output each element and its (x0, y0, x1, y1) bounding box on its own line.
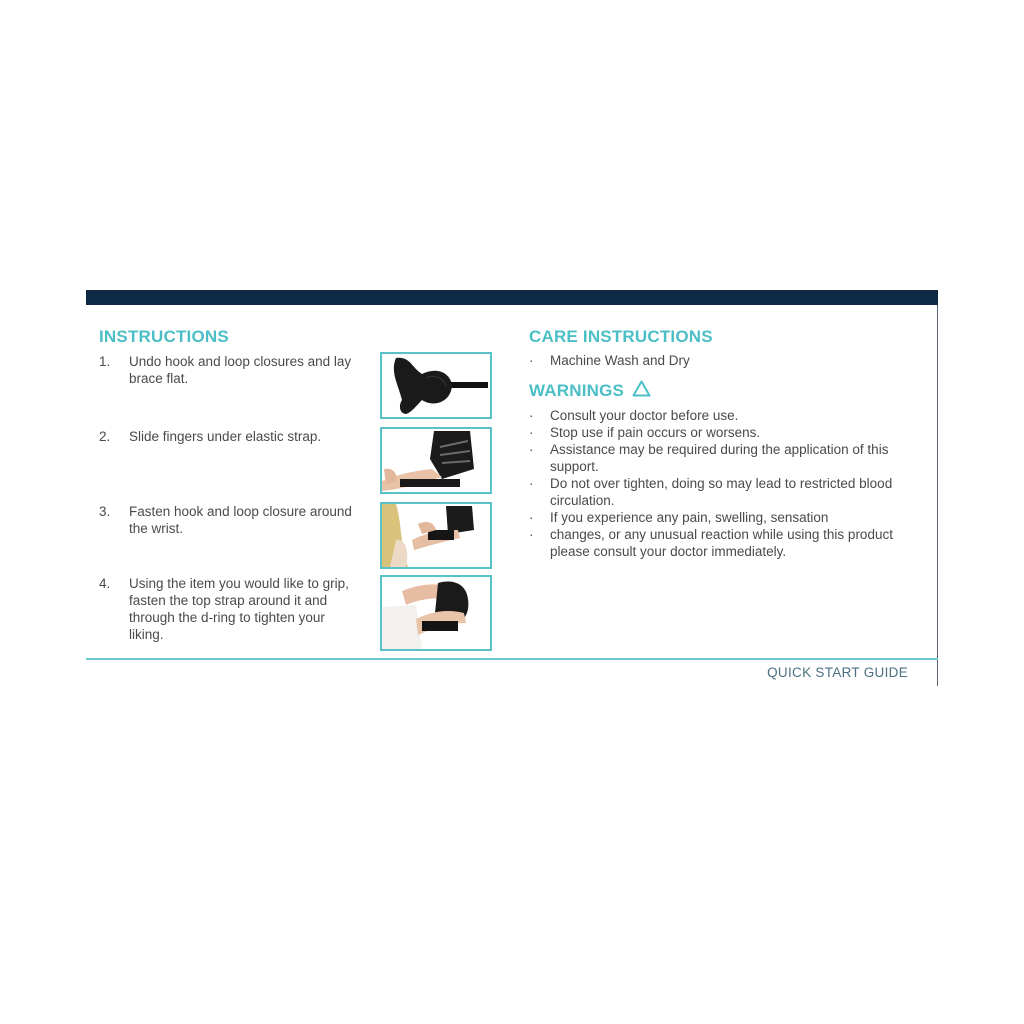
step-text: Slide fingers under elastic strap. (129, 429, 322, 444)
warning-item-text: Stop use if pain occurs or worsens. (550, 425, 761, 440)
warning-item-text: Consult your doctor before use. (550, 408, 739, 423)
step-number: 4. (99, 576, 111, 591)
bottom-divider (86, 658, 938, 660)
step-text: Undo hook and loop closures and lay brace flat. (129, 354, 352, 386)
footer-label: QUICK START GUIDE (767, 665, 908, 680)
warning-item-text: changes, or any unusual reaction while using this product please consult your doctor immediately. (550, 527, 893, 559)
bullet: · (529, 408, 534, 423)
tighten-strap-photo (380, 575, 492, 651)
warning-triangle-icon (632, 380, 651, 402)
fasten-wrist-photo (380, 502, 492, 569)
warnings-heading-row (529, 380, 651, 402)
right-border (937, 305, 938, 686)
brace-flat-photo (380, 352, 492, 419)
step-number: 1. (99, 354, 111, 369)
bullet: · (529, 425, 534, 440)
step-number: 2. (99, 429, 111, 444)
care-instructions-heading: CARE INSTRUCTIONS (529, 327, 713, 346)
bullet: · (529, 442, 534, 457)
bullet: · (529, 476, 534, 491)
step-text: Using the item you would like to grip, fasten the top strap around it and through the d-ring to tighten your liking. (129, 576, 349, 642)
header-bar (86, 290, 938, 305)
bullet: · (529, 527, 534, 542)
care-item-text: Machine Wash and Dry (550, 353, 690, 368)
bullet: · (529, 353, 534, 368)
quick-start-guide-card (86, 290, 938, 686)
warning-item-text: Do not over tighten, doing so may lead to restricted blood circulation. (550, 476, 893, 508)
warnings-heading: WARNINGS (529, 381, 625, 400)
warning-item-text: Assistance may be required during the application of this support. (550, 442, 889, 474)
step-text: Fasten hook and loop closure around the wrist. (129, 504, 352, 536)
warning-item-text: If you experience any pain, swelling, sensation (550, 510, 829, 525)
step-number: 3. (99, 504, 111, 519)
instructions-heading: INSTRUCTIONS (99, 327, 229, 346)
bullet: · (529, 510, 534, 525)
slide-fingers-photo (380, 427, 492, 494)
